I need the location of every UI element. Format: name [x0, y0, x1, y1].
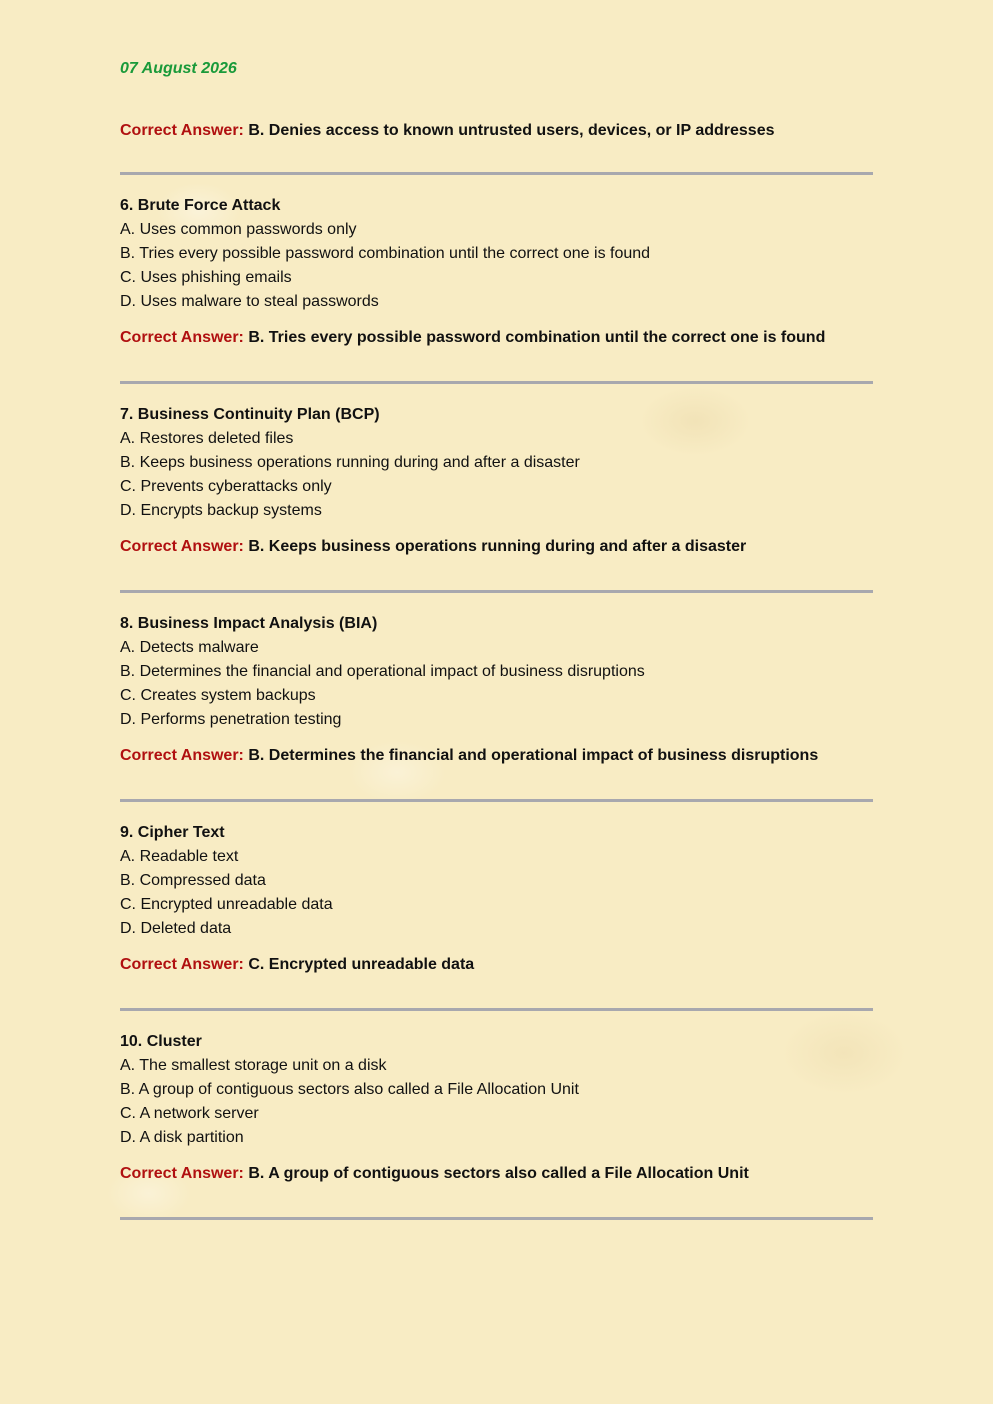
- correct-answer: [120, 536, 873, 558]
- section-divider: [120, 1008, 873, 1011]
- correct-answer: [120, 327, 873, 349]
- correct-answer-label: Correct Answer:: [120, 538, 244, 555]
- correct-answer-label: Correct Answer:: [120, 956, 244, 973]
- option-c: C. Encrypted unreadable data: [120, 896, 333, 913]
- question-8: [120, 612, 873, 767]
- question-title: 8. Business Impact Analysis (BIA): [120, 615, 378, 632]
- option-b: B. Tries every possible password combination until the correct one is found: [120, 245, 651, 262]
- option-a: A. Uses common passwords only: [120, 221, 357, 238]
- correct-answer-label: Correct Answer:: [120, 1165, 244, 1182]
- option-d: D. A disk partition: [120, 1129, 244, 1146]
- option-a: A. Readable text: [120, 848, 239, 865]
- option-b: B. A group of contiguous sectors also called a File Allocation Unit: [120, 1081, 579, 1098]
- option-b: B. Keeps business operations running during and after a disaster: [120, 454, 580, 471]
- correct-answer: [120, 745, 873, 767]
- section-divider: [120, 172, 873, 175]
- correct-answer: [120, 1163, 873, 1185]
- question-title: 10. Cluster: [120, 1033, 202, 1050]
- correct-answer-text: B. Determines the financial and operational impact of business disruptions: [248, 747, 819, 764]
- option-b: B. Compressed data: [120, 872, 266, 889]
- question-title: 7. Business Continuity Plan (BCP): [120, 406, 380, 423]
- section-divider: [120, 381, 873, 384]
- option-d: D. Uses malware to steal passwords: [120, 293, 379, 310]
- question-6: [120, 194, 873, 349]
- correct-answer-label: Correct Answer:: [120, 747, 244, 764]
- option-d: D. Performs penetration testing: [120, 711, 342, 728]
- option-b: B. Determines the financial and operational impact of business disruptions: [120, 663, 645, 680]
- correct-answer-label: Correct Answer:: [120, 329, 244, 346]
- option-c: C. Uses phishing emails: [120, 269, 292, 286]
- section-divider: [120, 1217, 873, 1220]
- correct-answer-text: B. A group of contiguous sectors also called a File Allocation Unit: [248, 1165, 749, 1182]
- question-title: 6. Brute Force Attack: [120, 197, 281, 214]
- correct-answer-text: C. Encrypted unreadable data: [248, 956, 475, 973]
- document-date: 07 August 2026: [120, 60, 237, 77]
- correct-answer-text: B. Tries every possible password combination until the correct one is found: [248, 329, 826, 346]
- correct-answer: [120, 954, 873, 976]
- option-c: C. A network server: [120, 1105, 259, 1122]
- option-a: A. Detects malware: [120, 639, 259, 656]
- correct-answer-text: B. Keeps business operations running during and after a disaster: [248, 538, 747, 555]
- option-c: C. Creates system backups: [120, 687, 316, 704]
- option-d: D. Encrypts backup systems: [120, 502, 322, 519]
- option-d: D. Deleted data: [120, 920, 232, 937]
- option-a: A. The smallest storage unit on a disk: [120, 1057, 387, 1074]
- section-divider: [120, 590, 873, 593]
- correct-answer-text: B. Denies access to known untrusted users, devices, or IP addresses: [248, 122, 775, 139]
- correct-answer-label: Correct Answer:: [120, 122, 244, 139]
- option-c: C. Prevents cyberattacks only: [120, 478, 332, 495]
- correct-answer-5: [120, 120, 873, 142]
- question-10: [120, 1030, 873, 1185]
- section-divider: [120, 799, 873, 802]
- option-a: A. Restores deleted files: [120, 430, 294, 447]
- question-title: 9. Cipher Text: [120, 824, 225, 841]
- question-7: [120, 403, 873, 558]
- question-9: [120, 821, 873, 976]
